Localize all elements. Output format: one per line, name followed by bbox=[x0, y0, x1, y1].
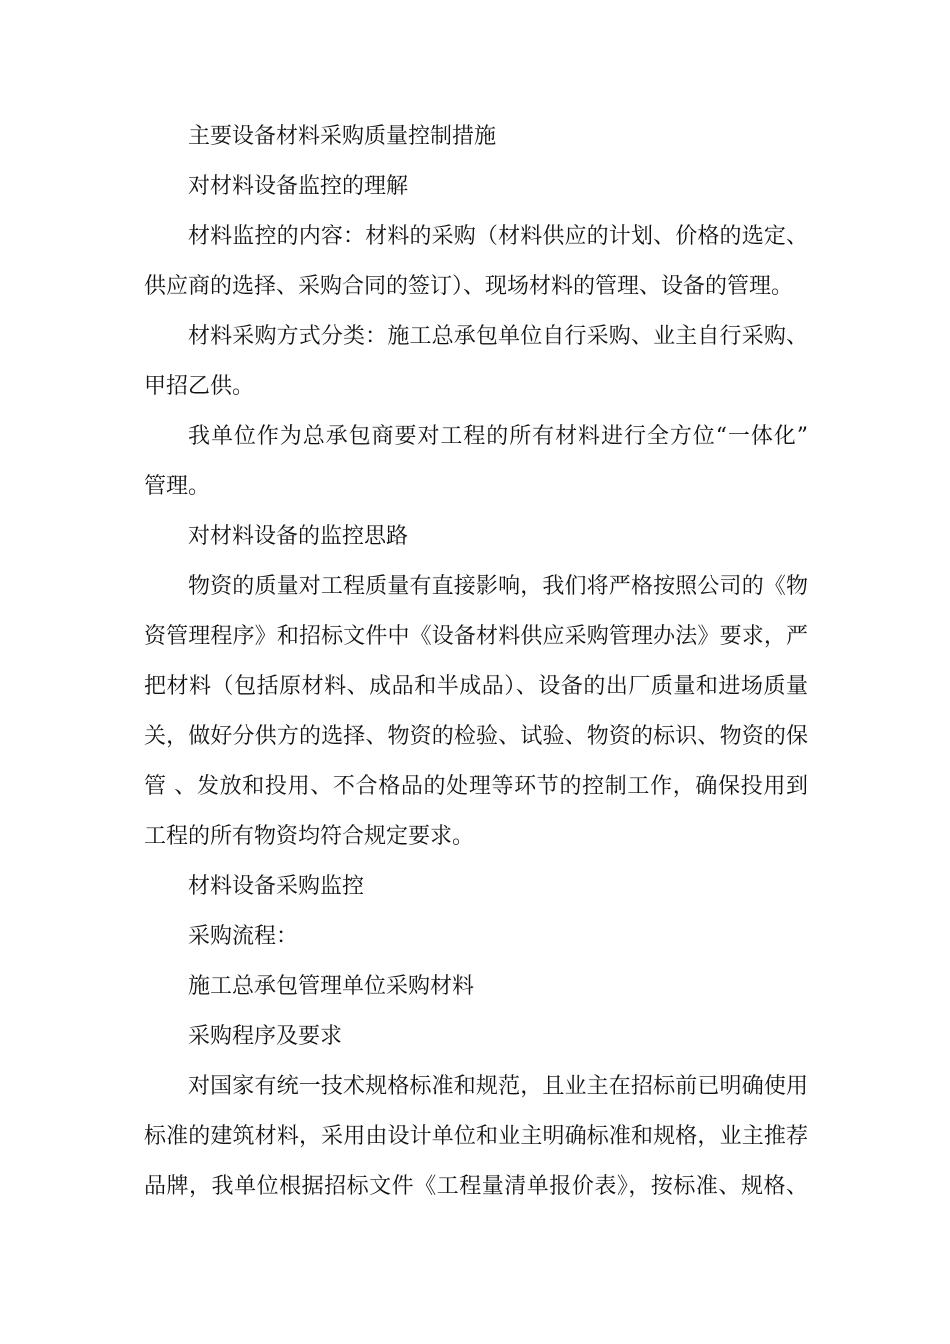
paragraph-line: 资管理程序》和招标文件中《设备材料供应采购管理办法》要求，严 bbox=[144, 624, 808, 649]
paragraph-monitoring-content bbox=[144, 212, 808, 312]
paragraph-material-quality bbox=[144, 562, 808, 862]
paragraph-line: 我单位作为总承包商要对工程的所有材料进行全方位“一体化” bbox=[188, 424, 808, 449]
heading-text: 主要设备材料采购质量控制措施 bbox=[188, 124, 497, 149]
paragraph-line: 关，做好分供方的选择、物资的检验、试验、物资的标识、物资的保 bbox=[144, 724, 808, 749]
paragraph-line: 管理。 bbox=[144, 474, 211, 499]
heading-understanding-monitoring bbox=[144, 162, 808, 212]
heading-text: 对材料设备监控的理解 bbox=[188, 174, 409, 199]
heading-text: 材料设备采购监控 bbox=[188, 874, 365, 899]
paragraph-national-standards bbox=[144, 1062, 808, 1212]
paragraph-line: 甲招乙供。 bbox=[144, 374, 255, 399]
heading-text: 采购流程： bbox=[188, 924, 299, 949]
paragraph-line: 对国家有统一技术规格标准和规范，且业主在招标前已明确使用 bbox=[188, 1074, 808, 1099]
paragraph-line: 把材料（包括原材料、成品和半成品）、设备的出厂质量和进场质量 bbox=[144, 674, 808, 699]
paragraph-integrated-management bbox=[144, 412, 808, 512]
heading-text: 施工总承包管理单位采购材料 bbox=[188, 974, 475, 999]
paragraph-line: 供应商的选择、采购合同的签订）、现场材料的管理、设备的管理。 bbox=[144, 274, 794, 299]
paragraph-line: 物资的质量对工程质量有直接影响，我们将严格按照公司的《物 bbox=[188, 574, 808, 599]
heading-text: 对材料设备的监控思路 bbox=[188, 524, 409, 549]
paragraph-line: 材料监控的内容：材料的采购（材料供应的计划、价格的选定、 bbox=[188, 224, 808, 249]
heading-procurement-process bbox=[144, 912, 808, 962]
paragraph-line: 材料采购方式分类：施工总承包单位自行采购、业主自行采购、 bbox=[188, 324, 808, 349]
paragraph-line: 管 、发放和投用、不合格品的处理等环节的控制工作，确保投用到 bbox=[144, 774, 808, 799]
heading-procurement-quality-control bbox=[144, 112, 808, 162]
paragraph-procurement-methods bbox=[144, 312, 808, 412]
heading-text: 采购程序及要求 bbox=[188, 1024, 343, 1049]
heading-monitoring-approach bbox=[144, 512, 808, 562]
paragraph-line: 工程的所有物资均符合规定要求。 bbox=[144, 824, 475, 849]
paragraph-line: 标准的建筑材料，采用由设计单位和业主明确标准和规格，业主推荐 bbox=[144, 1124, 808, 1149]
heading-contractor-procurement bbox=[144, 962, 808, 1012]
heading-procurement-monitoring bbox=[144, 862, 808, 912]
heading-procedure-requirements bbox=[144, 1012, 808, 1062]
paragraph-line: 品牌，我单位根据招标文件《工程量清单报价表》，按标准、规格、 bbox=[144, 1174, 808, 1199]
document-body bbox=[144, 112, 808, 1212]
